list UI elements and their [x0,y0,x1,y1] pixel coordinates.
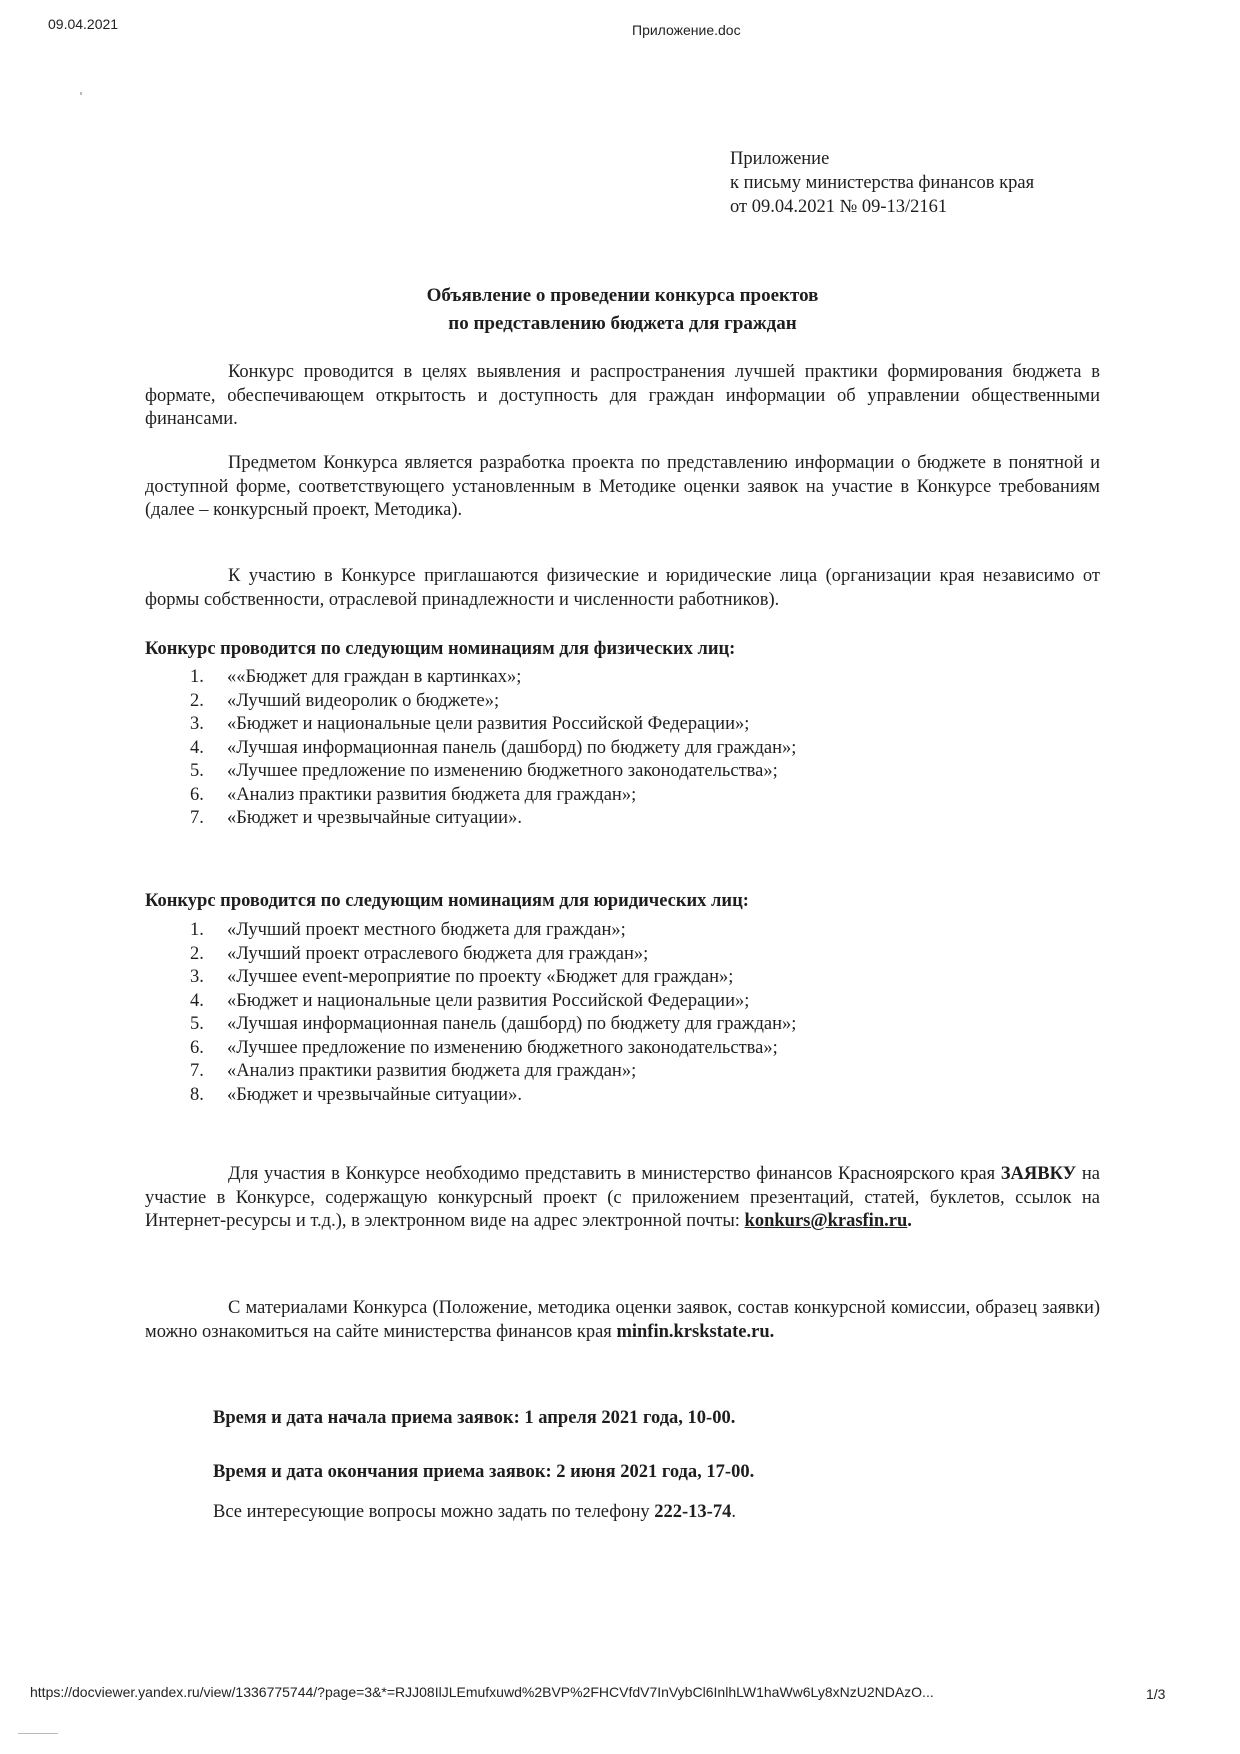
list-item: 6. «Лучшее предложение по изменению бюджетного законодательства»; [190,1037,778,1058]
list-item: 4. «Лучшая информационная панель (дашборд) по бюджету для граждан»; [190,737,797,758]
list-item: 5. «Лучшая информационная панель (дашборд) по бюджету для граждан»; [190,1014,797,1034]
contest-email-link[interactable]: konkurs@krasfin.ru [744,1211,908,1231]
individuals-nominations-list [190,666,796,831]
list-item: 7. «Анализ практики развития бюджета для граждан»; [190,1061,637,1081]
list-item: 3. «Лучшее event-мероприятие по проекту «Бюджет для граждан»; [190,967,734,987]
print-footer-page-number: 1/3 [1146,1686,1166,1702]
list-item: 6. «Анализ практики развития бюджета для граждан»; [190,784,637,805]
list-item: 1. «Лучший проект местного бюджета для граждан»; [190,920,626,940]
applications-start-date: Время и дата начала приема заявок: 1 апреля 2021 года, 10-00. [213,1408,736,1428]
list-item: 3. «Бюджет и национальные цели развития Российской Федерации»; [190,714,750,734]
paragraph-materials: С материалами Конкурса (Положение, методика оценки заявок, состав конкурсной комиссии, образец заявки) можно ознакомиться на сайте министерства финансов края minfin.krskstate.ru. [145,1298,1100,1342]
annex-block [730,147,1034,219]
annex-title: Приложение [730,149,830,169]
list-item: 8. «Бюджет и чрезвычайные ситуации». [190,1084,522,1105]
annex-date-number: от 09.04.2021 № 09-13/2161 [730,197,948,217]
print-footer-url: https://docviewer.yandex.ru/view/1336775744/?page=3&*=RJJ08IlJLEmufxuwd%2BVP%2FHCVfdV7InVybCl6InlhLW1haWw6Ly8xNzU2NDAzO... [30,1684,934,1700]
list-item: 1. ««Бюджет для граждан в картинках»; [190,667,522,687]
paragraph-purpose: Конкурс проводится в целях выявления и распространения лучшей практики формирования бюджета в формате, обеспечивающем открытость и доступность для граждан информации об управлении общественными финансами. [145,362,1100,429]
paragraph-subject: Предметом Конкурса является разработка проекта по представлению информации о бюджете в понятной и доступной форме, соответствующего установленным в Методике оценки заявок на участие в Конкурсе требованиям (далее – конкурсный проект, Методика). [145,453,1100,520]
application-keyword: ЗАЯВКУ [1000,1164,1077,1184]
scan-speck [80,92,82,95]
contact-phone-line: Все интересующие вопросы можно задать по телефону 222-13-74. [213,1502,736,1522]
document-title-line2: по представлению бюджета для граждан [448,313,797,334]
list-item: 4. «Бюджет и национальные цели развития Российской Федерации»; [190,990,750,1011]
document-title-line1: Объявление о проведении конкурса проектов [426,285,819,306]
list-item: 2. «Лучший проект отраслевого бюджета для граждан»; [190,943,649,964]
legal-entities-nominations-list [190,919,796,1107]
ministry-site-link[interactable]: minfin.krskstate.ru. [616,1321,775,1342]
document-title [145,282,1100,338]
applications-end-date: Время и дата окончания приема заявок: 2 июня 2021 года, 17-00. [213,1462,755,1482]
print-header-date: 09.04.2021 [48,16,119,32]
scan-speck [18,1733,58,1734]
legal-entities-heading: Конкурс проводится по следующим номинациям для юридических лиц: [145,891,749,911]
print-header-title: Приложение.doc [632,22,741,38]
individuals-heading: Конкурс проводится по следующим номинациям для физических лиц: [145,639,736,659]
list-item: 5. «Лучшее предложение по изменению бюджетного законодательства»; [190,761,778,781]
annex-letter-ref: к письму министерства финансов края [730,173,1035,193]
paragraph-participants: К участию в Конкурсе приглашаются физические и юридические лица (организации края независимо от формы собственности, отраслевой принадлежности и численности работников). [145,566,1100,610]
list-item: 7. «Бюджет и чрезвычайные ситуации». [190,808,522,828]
list-item: 2. «Лучший видеоролик о бюджете»; [190,690,500,711]
paragraph-application: Для участия в Конкурсе необходимо представить в министерство финансов Красноярского края ЗАЯВКУ на участие в Конкурсе, содержащую конкурсный проект (с приложением презентаций, статей, буклетов, ссылок на Интернет-ресурсы и т.д.), в электронном виде на адрес электронной почты: konkurs@krasfin.ru. [145,1164,1100,1231]
contact-phone: 222-13-74 [654,1502,732,1522]
